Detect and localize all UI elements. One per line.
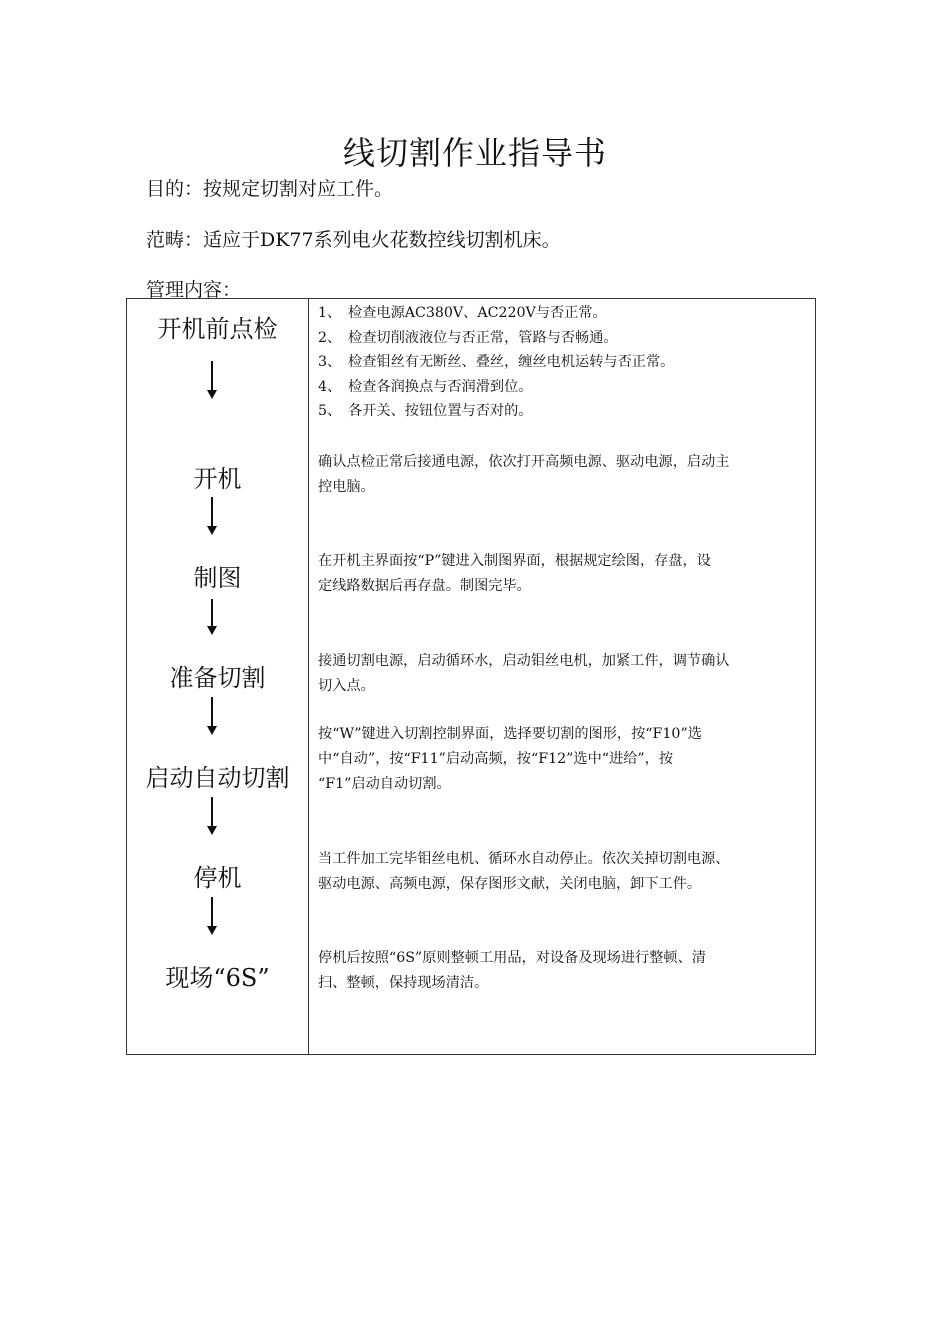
list-item: 2、 检查切削液液位与否正常，管路与否畅通。 bbox=[318, 329, 618, 346]
auto-cutting-description: 按“W”键进入切割控制界面，选择要切割的图形，按“F10”选 中“自动”，按“F11”启动高频，按“F12”选中“进给”，按 “F1”启动自动切割。 bbox=[318, 726, 702, 792]
management-heading: 管理内容： bbox=[146, 279, 242, 301]
step-label-auto-cutting: 启动自动切割 bbox=[145, 764, 290, 792]
list-item: 3、 检查钼丝有无断丝、叠丝，缠丝电机运转与否正常。 bbox=[318, 354, 675, 370]
list-item: 1、 检查电源AC380V、AC220V与否正常。 bbox=[318, 305, 607, 321]
purpose-text: 目的：按规定切割对应工件。 bbox=[146, 178, 394, 200]
step-label-6s: 现场“6S” bbox=[165, 964, 270, 992]
shutdown-description: 当工件加工完毕钼丝电机、循环水自动停止。依次关掉切割电源、 驱动电源、高频电源，保存图形文献，关闭电脑，卸下工件。 bbox=[318, 851, 730, 892]
prepare-cutting-description: 接通切割电源，启动循环水，启动钼丝电机，加紧工件，调节确认 切入点。 bbox=[318, 653, 730, 694]
list-item: 4、 检查各润换点与否润滑到位。 bbox=[318, 378, 533, 395]
step-label-precheck: 开机前点检 bbox=[157, 315, 278, 343]
power-on-description: 确认点检正常后接通电源，依次打开高频电源、驱动电源，启动主 控电脑。 bbox=[318, 454, 730, 495]
step-label-drawing: 制图 bbox=[193, 564, 242, 592]
drawing-description: 在开机主界面按“P”键进入制图界面，根据规定绘图，存盘，设 定线路数据后再存盘。制图完毕。 bbox=[318, 553, 711, 594]
precheck-list bbox=[318, 301, 808, 424]
step-label-power-on: 开机 bbox=[193, 465, 242, 493]
6s-description: 停机后按照“6S”原则整顿工用品，对设备及现场进行整顿、清 扫、整顿，保持现场清洁。 bbox=[318, 950, 706, 991]
column-divider bbox=[308, 299, 309, 1054]
step-label-prepare-cutting: 准备切割 bbox=[169, 664, 266, 692]
step-label-shutdown: 停机 bbox=[193, 864, 242, 892]
document-title: 线切割作业指导书 bbox=[342, 134, 607, 172]
scope-text: 范畴：适应于DK77系列电火花数控线切割机床。 bbox=[146, 229, 561, 251]
list-item: 5、 各开关、按钮位置与否对的。 bbox=[318, 403, 533, 419]
procedure-table bbox=[126, 298, 816, 1055]
